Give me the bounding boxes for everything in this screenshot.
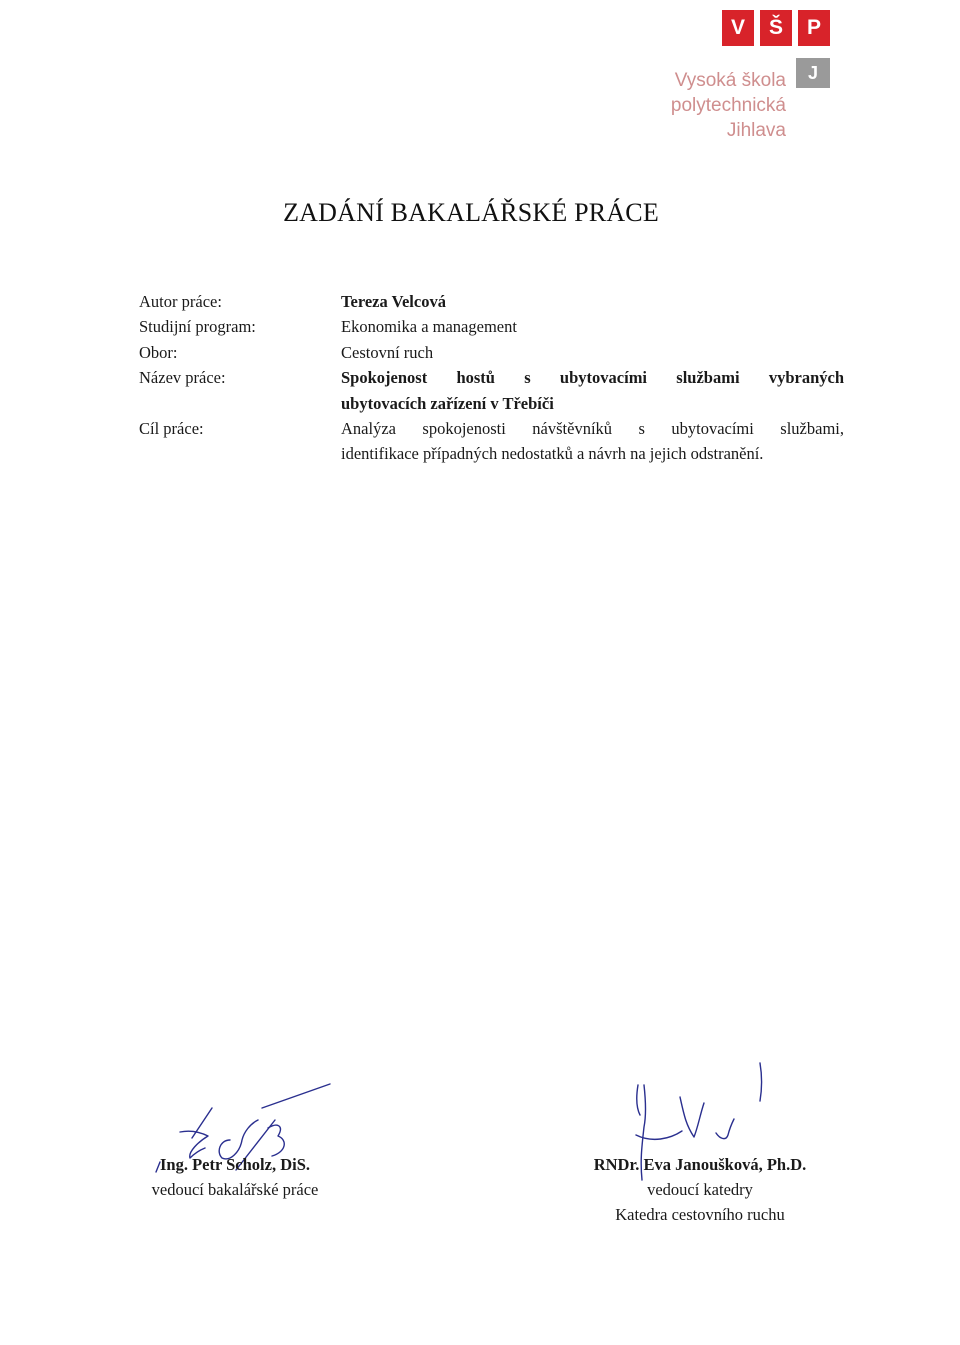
logo-letter-boxes bbox=[722, 10, 830, 46]
logo-name-line: Vysoká škola bbox=[674, 70, 786, 91]
goal-line: identifikace případných nedostatků a návrh na jejich odstranění. bbox=[341, 444, 764, 464]
logo-name-line: Jihlava bbox=[726, 120, 786, 141]
thesis-title-line: ubytovacích zařízení v Třebíči bbox=[341, 393, 554, 413]
field-label: Cíl práce: bbox=[139, 419, 204, 439]
head-role: vedoucí katedry bbox=[647, 1180, 753, 1199]
field-value: Cestovní ruch bbox=[341, 342, 434, 362]
logo-letter-j: J bbox=[796, 58, 830, 88]
logo-letter-p: P bbox=[798, 10, 830, 46]
author-value: Tereza Velcová bbox=[341, 292, 446, 311]
supervisor-name: Ing. Petr Scholz, DiS. bbox=[159, 1155, 311, 1174]
head-of-department-block bbox=[570, 1152, 830, 1227]
document-title: ZADÁNÍ BAKALÁŘSKÉ PRÁCE bbox=[283, 198, 659, 227]
goal-value bbox=[341, 416, 844, 467]
field-row-thesis-title bbox=[139, 365, 844, 416]
field-row-author bbox=[139, 289, 844, 314]
thesis-details bbox=[139, 289, 844, 467]
program-value: Ekonomika a management bbox=[341, 317, 517, 337]
goal-line: Analýza spokojenosti návštěvníků s ubytovacími službami, bbox=[341, 419, 844, 439]
logo-letter-v: V bbox=[722, 10, 754, 46]
logo-name-line: polytechnická bbox=[670, 95, 786, 116]
field-label: Studijní program: bbox=[139, 317, 256, 337]
department-name: Katedra cestovního ruchu bbox=[615, 1205, 785, 1224]
supervisor-block bbox=[110, 1152, 360, 1202]
field-row-goal bbox=[139, 416, 844, 467]
field-label: Obor: bbox=[139, 342, 178, 362]
field-row-field bbox=[139, 340, 844, 365]
field-label: Název práce: bbox=[139, 368, 226, 388]
thesis-title-value bbox=[341, 365, 844, 416]
field-row-program bbox=[139, 314, 844, 339]
thesis-title-line: Spokojenost hostů s ubytovacími službami vybraných bbox=[341, 368, 844, 388]
supervisor-role: vedoucí bakalářské práce bbox=[151, 1180, 319, 1199]
school-logo bbox=[655, 8, 840, 143]
head-name: RNDr. Eva Janoušková, Ph.D. bbox=[593, 1155, 807, 1174]
logo-school-name bbox=[671, 68, 786, 143]
logo-letter-s: Š bbox=[760, 10, 792, 46]
field-label: Autor práce: bbox=[139, 292, 222, 311]
